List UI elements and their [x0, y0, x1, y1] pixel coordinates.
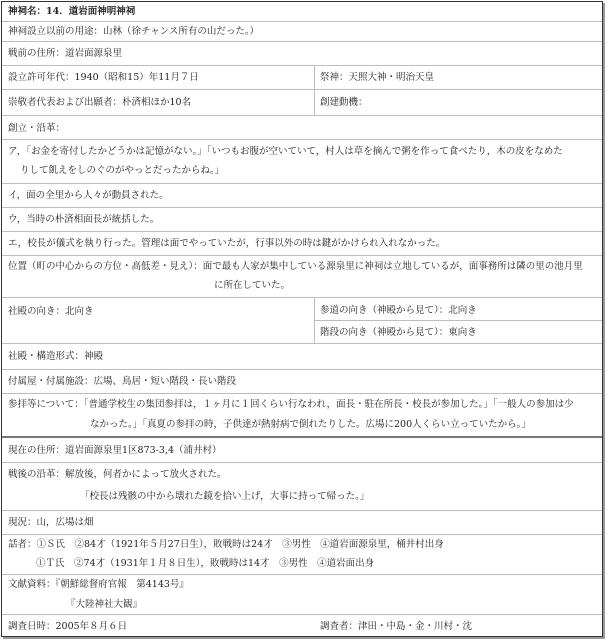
surveyors: 調査者：津田・中島・金・川村・沈	[320, 621, 473, 632]
prewar-address-row	[2, 42, 602, 66]
history-u-row	[2, 208, 602, 232]
current-address-row	[2, 439, 602, 463]
location-line1: 位置（町の中心からの方位・高低差・見え）：面で最も人家が集中している源泉里に神祠は立地しているが，面事務所は隣の里の池月里	[8, 261, 583, 272]
established-date: 設立許可年代：1940（昭和15）年11月７日	[8, 72, 199, 83]
literature-line2: 『大陸神社大観』	[66, 599, 143, 610]
history-i-row	[2, 184, 602, 208]
worship-line2: なかった。」「真夏の参拝の時，子供達が熱射病で倒れたりした。広場に200人くらい立っていたから。」	[90, 419, 531, 430]
postwar-line2: 「校長は残骸の中から壊れた鏡を拾い上げ，大事に持って帰った。」	[80, 491, 370, 502]
location-row	[2, 256, 602, 298]
stairs-facing: 階段の向き（神殿から見て）：東向き	[320, 327, 477, 338]
orientation-row	[2, 298, 602, 344]
history-a-line2: りして飢えをしのぐのがやっとだったからね。」	[20, 165, 225, 176]
current-address: 現在の住所：道岩面源泉里1区873-3,4（浦井村）	[8, 445, 222, 456]
orientation-subdivider	[314, 320, 602, 321]
history-i: イ，面の全里から人々が動員された。	[8, 190, 169, 201]
survey-date: 調査日時：2005年８月６日	[8, 621, 128, 632]
postwar-row	[2, 463, 602, 511]
location-line2: に所在していた。	[214, 280, 291, 291]
literature-line1: 文献資料：『朝鮮総督府官報 第4143号』	[8, 579, 189, 590]
history-a-row	[2, 140, 602, 184]
facilities-row	[2, 370, 602, 394]
title-row	[2, 2, 602, 22]
column-divider	[314, 66, 315, 89]
approach-facing: 参道の向き（神殿から見て）：北向き	[320, 305, 477, 316]
shrine-title: 神祠名：14．道岩面神明神祠	[8, 6, 136, 17]
facilities: 付属屋・付属施設：広場、鳥居・短い階段・長い階段	[8, 376, 237, 387]
history-a-line1: ア，「お金を寄付したかどうかは記憶がない。」「いつもお腹が空いていて，村人は草を摘んで粥を作って食べたり，木の皮をなめた	[8, 146, 563, 157]
current-state-row	[2, 511, 602, 535]
representative: 崇敬者代表および出願者：朴済相ほか10名	[8, 97, 192, 108]
informant-1: 話者：①Ｓ氏 ②84才（1921年５月27日生），敗戦時は24才 ③男性 ④道岩面源泉里，桶井村出身	[8, 539, 444, 550]
postwar-line1: 戦後の沿革：解放後，何者かによって放火された。	[8, 469, 227, 480]
history-u: ウ，当時の朴済相面長が統括した。	[8, 214, 160, 225]
column-divider	[314, 90, 315, 115]
shrine-style-row	[2, 344, 602, 370]
history-e: エ，校長が儀式を執り行った。管理は面でやっていたが，行事以外の時は鍵がかけられ入れなかった。	[8, 238, 446, 249]
founding-motive: 創建動機：	[320, 97, 368, 108]
current-state: 現況：山，広場は畑	[8, 517, 94, 528]
shrine-style: 社殿・構造形式：神殿	[8, 351, 104, 362]
prewar-address: 戦前の住所：道岩面源泉里	[8, 48, 123, 59]
worship-row	[2, 394, 602, 438]
informants-row	[2, 535, 602, 575]
shrine-record-sheet	[1, 1, 603, 637]
shrine-facing: 社殿の向き：北向き	[8, 306, 94, 317]
previous-use: 神祠設立以前の用途：山林（徐チャンス所有の山だった。）	[8, 26, 260, 37]
history-heading-row	[2, 116, 602, 140]
previous-use-row	[2, 22, 602, 42]
literature-row	[2, 575, 602, 615]
established-deity-row	[2, 66, 602, 90]
representative-motive-row	[2, 90, 602, 116]
history-e-row	[2, 232, 602, 256]
informant-2: ①Ｔ氏 ②74才（1931年１月８日生），敗戦時は14才 ③男性 ④道岩面出身	[36, 558, 375, 569]
worship-line1: 参拝等について：「普通学校生の集団参拝は，１ヶ月に１回くらい行なわれ，面長・駐在所長・校長が参加した。」「一般人の参加は少	[8, 399, 574, 410]
survey-row	[2, 615, 602, 638]
history-heading: 創立・沿革：	[8, 123, 66, 134]
deity: 祭神：天照大神・明治天皇	[320, 72, 435, 83]
